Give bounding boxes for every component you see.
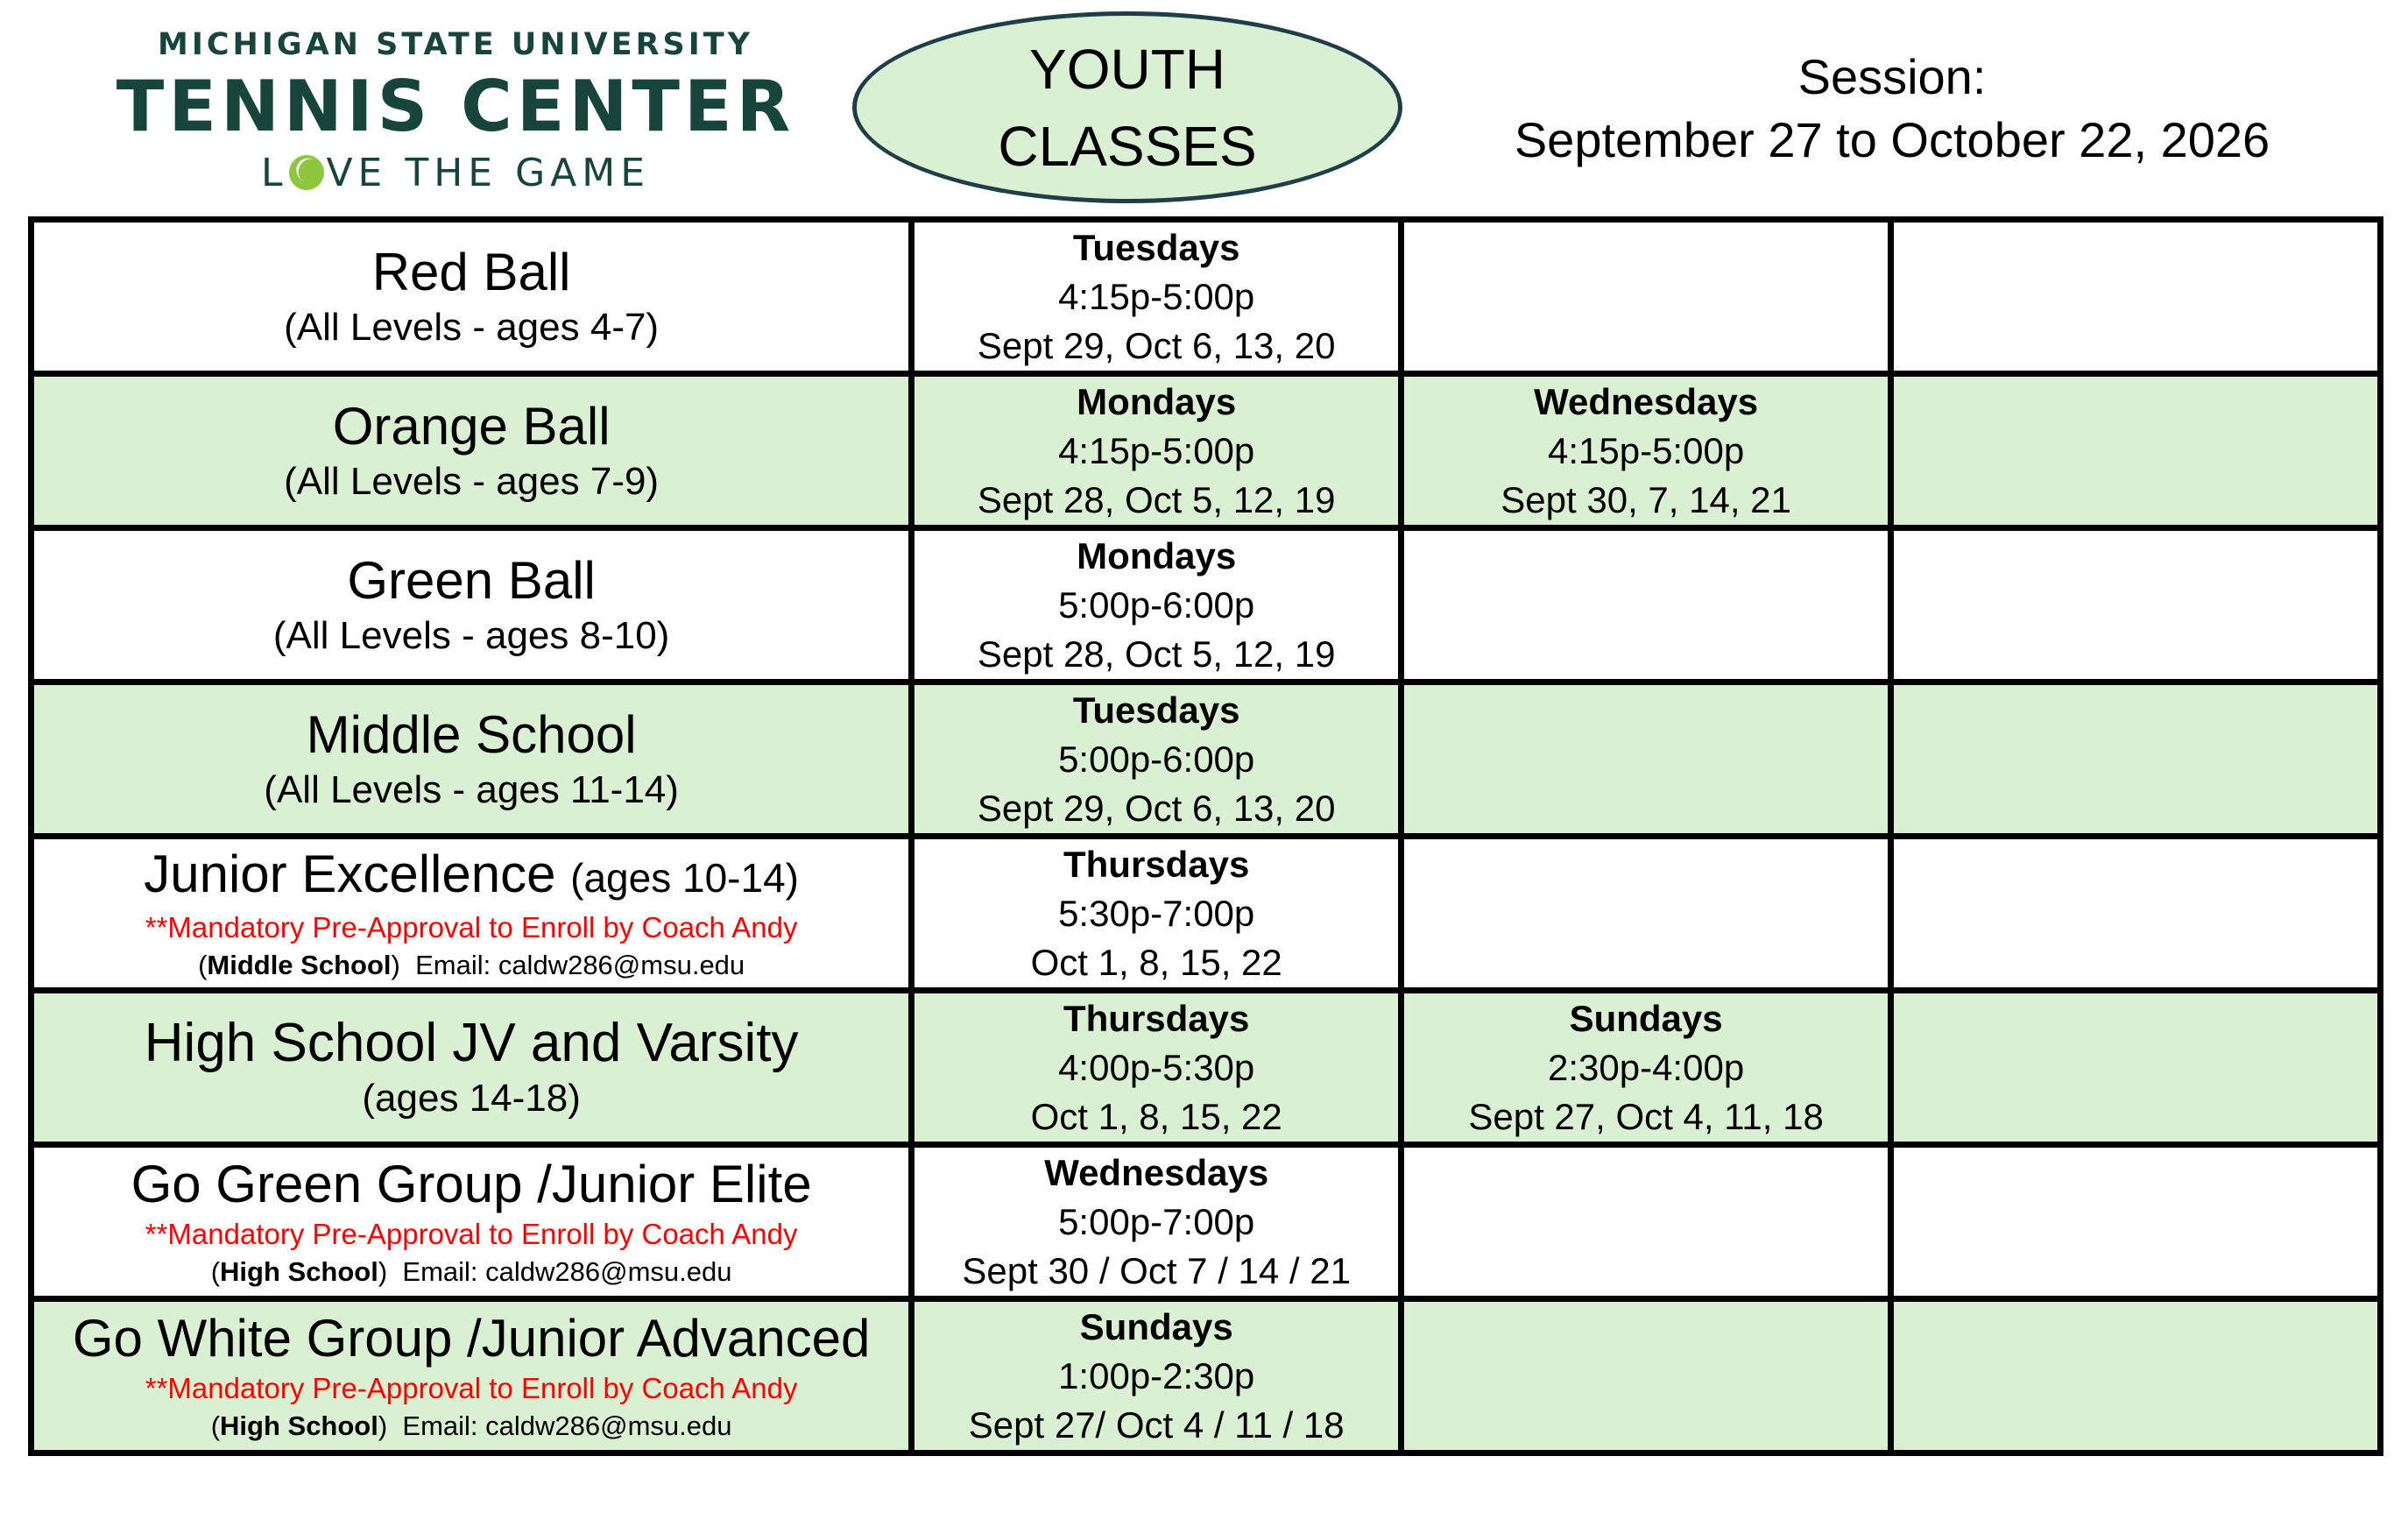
class-title: Go Green Group /Junior Elite — [131, 1154, 812, 1213]
class-name-cell — [32, 1145, 912, 1299]
slot-dates: Sept 28, Oct 5, 12, 19 — [977, 633, 1336, 675]
slot-time: 4:15p-5:00p — [1058, 429, 1255, 471]
tennis-center-logo — [105, 19, 806, 194]
empty-slot-cell — [1402, 1299, 1891, 1453]
class-name-cell — [32, 528, 912, 682]
empty-slot-cell — [1891, 528, 2381, 682]
slot-day: Mondays — [1077, 380, 1237, 422]
empty-slot-cell — [1891, 1145, 2381, 1299]
slot-time: 2:30p-4:00p — [1547, 1046, 1745, 1088]
empty-slot-cell — [1891, 374, 2381, 528]
empty-slot-cell — [1891, 991, 2381, 1145]
slot-time: 5:00p-6:00p — [1058, 583, 1255, 626]
class-title: Orange Ball — [332, 396, 611, 456]
schedule-slot-cell — [912, 528, 1402, 682]
youth-classes-badge — [852, 11, 1402, 203]
empty-slot-cell — [1891, 1299, 2381, 1453]
slot-day: Sundays — [1569, 997, 1723, 1039]
class-subtitle: (All Levels - ages 8-10) — [272, 613, 670, 657]
slot-day: Wednesdays — [1044, 1151, 1269, 1193]
slot-time: 1:00p-2:30p — [1058, 1354, 1255, 1396]
class-subtitle: (ages 14-18) — [362, 1076, 581, 1120]
class-name-cell — [32, 220, 912, 374]
class-subtitle: (All Levels - ages 7-9) — [284, 459, 660, 503]
logo-tagline-start: L — [260, 151, 288, 195]
empty-slot-cell — [1402, 837, 1891, 991]
class-name-cell — [32, 682, 912, 837]
class-name-cell — [32, 991, 912, 1145]
slot-dates: Sept 29, Oct 6, 13, 20 — [977, 787, 1336, 829]
empty-slot-cell — [1402, 1145, 1891, 1299]
slot-dates: Oct 1, 8, 15, 22 — [1030, 1095, 1282, 1137]
class-name-cell — [32, 837, 912, 991]
empty-slot-cell — [1402, 682, 1891, 837]
contact-line: (High School) Email: caldw286@msu.edu — [210, 1410, 732, 1441]
table-row — [32, 837, 2381, 991]
class-name-cell — [32, 1299, 912, 1453]
pre-approval-note: **Mandatory Pre-Approval to Enroll by Coach Andy — [145, 910, 798, 944]
slot-dates: Sept 30 / Oct 7 / 14 / 21 — [962, 1249, 1351, 1291]
schedule-slot-cell — [912, 220, 1402, 374]
table-row — [32, 991, 2381, 1145]
slot-dates: Sept 28, Oct 5, 12, 19 — [977, 478, 1336, 520]
table-row — [32, 528, 2381, 682]
contact-line: (Middle School) Email: caldw286@msu.edu — [198, 949, 745, 980]
empty-slot-cell — [1402, 220, 1891, 374]
slot-dates: Sept 27/ Oct 4 / 11 / 18 — [968, 1403, 1345, 1446]
badge-line-2: CLASSES — [998, 115, 1257, 178]
session-info — [1463, 46, 2321, 172]
class-age-range: (ages 10-14) — [570, 854, 799, 901]
schedule-slot-cell — [912, 1299, 1402, 1453]
contact-level: High School — [220, 1410, 378, 1441]
slot-dates: Sept 30, 7, 14, 21 — [1501, 478, 1791, 520]
schedule-slot-cell — [912, 682, 1402, 837]
class-title: Green Ball — [347, 550, 596, 610]
slot-day: Sundays — [1079, 1305, 1233, 1347]
pre-approval-note: **Mandatory Pre-Approval to Enroll by Coach Andy — [145, 1217, 798, 1250]
schedule-slot-cell — [912, 1145, 1402, 1299]
slot-dates: Sept 27, Oct 4, 11, 18 — [1468, 1095, 1824, 1137]
class-title: High School JV and Varsity — [144, 1012, 799, 1073]
contact-email: Email: caldw286@msu.edu — [402, 1255, 732, 1287]
class-title-line — [34, 844, 908, 908]
contact-email: Email: caldw286@msu.edu — [402, 1410, 732, 1441]
class-title: Junior Excellence — [144, 844, 556, 903]
slot-dates: Oct 1, 8, 15, 22 — [1030, 941, 1282, 983]
class-subtitle: (All Levels - ages 11-14) — [264, 767, 679, 811]
slot-time: 5:00p-6:00p — [1058, 738, 1255, 780]
session-label: Session: — [1797, 49, 1987, 104]
logo-tagline-end: VE THE GAME — [326, 151, 651, 195]
schedule-slot-cell — [1402, 991, 1891, 1145]
contact-line: (High School) Email: caldw286@msu.edu — [210, 1255, 732, 1287]
slot-time: 5:00p-7:00p — [1058, 1200, 1255, 1242]
schedule-slot-cell — [1402, 374, 1891, 528]
slot-time: 4:00p-5:30p — [1058, 1046, 1255, 1088]
logo-main-text: TENNIS CENTER — [116, 66, 795, 147]
slot-day: Thursdays — [1063, 843, 1250, 885]
table-row — [32, 220, 2381, 374]
slot-day: Tuesdays — [1072, 689, 1240, 731]
class-title: Go White Group /Junior Advanced — [72, 1308, 871, 1368]
table-row — [32, 682, 2381, 837]
slot-dates: Sept 29, Oct 6, 13, 20 — [977, 324, 1336, 366]
table-row — [32, 1145, 2381, 1299]
schedule-slot-cell — [912, 991, 1402, 1145]
badge-line-1: YOUTH — [1029, 38, 1225, 101]
contact-level: High School — [220, 1255, 378, 1287]
empty-slot-cell — [1402, 528, 1891, 682]
slot-day: Mondays — [1077, 534, 1237, 576]
slot-time: 5:30p-7:00p — [1058, 892, 1255, 934]
table-row — [32, 374, 2381, 528]
slot-day: Tuesdays — [1072, 226, 1240, 268]
logo-tagline — [105, 149, 806, 198]
class-subtitle: (All Levels - ages 4-7) — [284, 305, 660, 349]
class-name-cell — [32, 374, 912, 528]
empty-slot-cell — [1891, 837, 2381, 991]
empty-slot-cell — [1891, 682, 2381, 837]
empty-slot-cell — [1891, 220, 2381, 374]
session-dates: September 27 to October 22, 2026 — [1514, 112, 2270, 167]
class-title: Middle School — [306, 704, 637, 764]
slot-time: 4:15p-5:00p — [1058, 275, 1255, 317]
class-title: Red Ball — [371, 242, 571, 301]
slot-time: 4:15p-5:00p — [1547, 429, 1745, 471]
tennis-ball-icon — [289, 155, 324, 190]
contact-level: Middle School — [207, 949, 392, 980]
contact-email: Email: caldw286@msu.edu — [415, 949, 745, 980]
class-schedule-table — [28, 216, 2383, 1456]
slot-day: Thursdays — [1063, 997, 1250, 1039]
table-row — [32, 1299, 2381, 1453]
schedule-slot-cell — [912, 374, 1402, 528]
pre-approval-note: **Mandatory Pre-Approval to Enroll by Coach Andy — [145, 1371, 798, 1404]
logo-university-text: MICHIGAN STATE UNIVERSITY — [158, 27, 753, 62]
slot-day: Wednesdays — [1534, 380, 1759, 422]
schedule-slot-cell — [912, 837, 1402, 991]
